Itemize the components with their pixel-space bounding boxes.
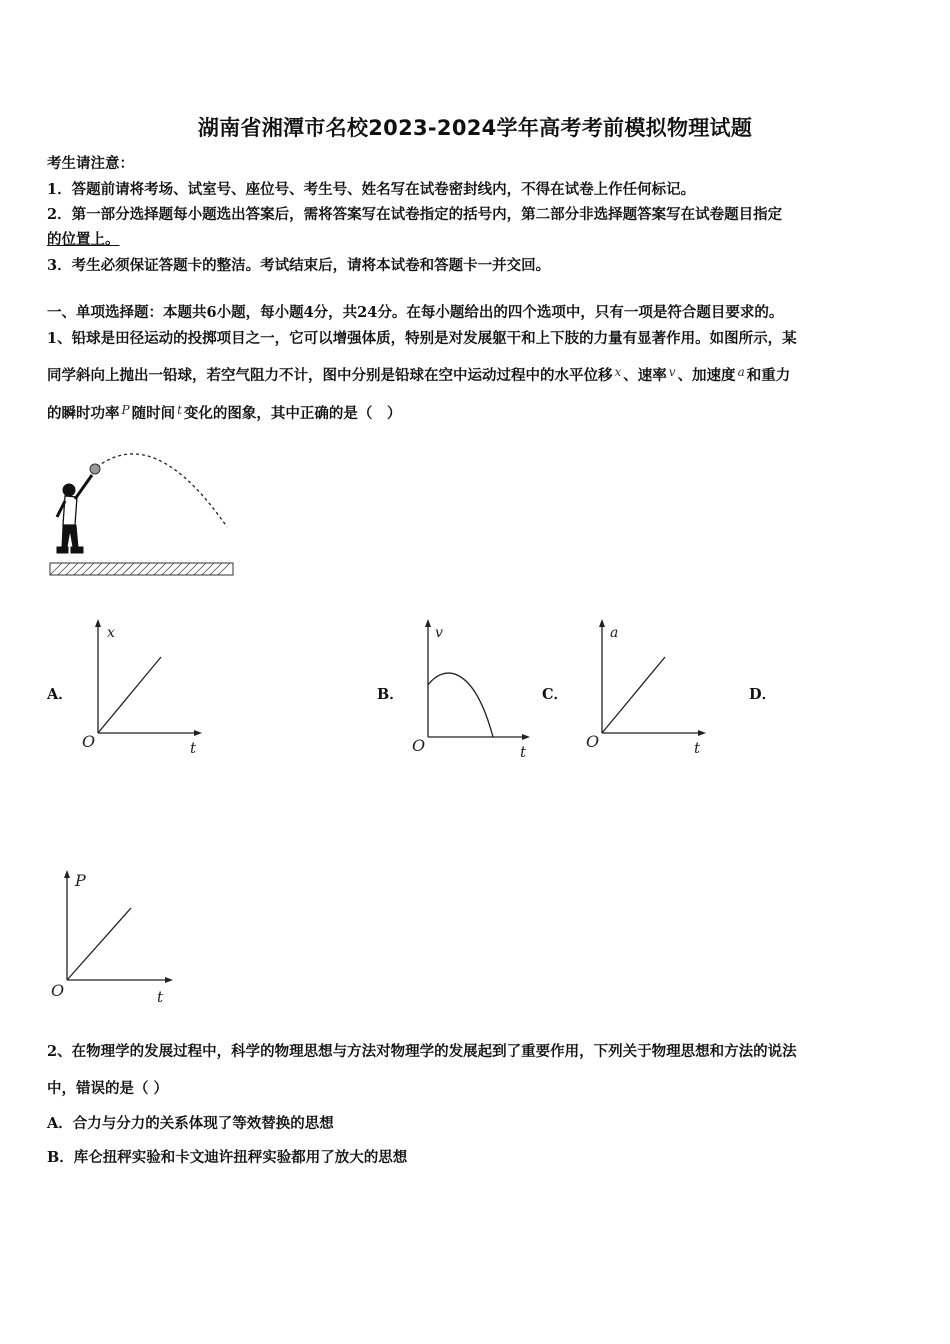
origin-label: O [82, 732, 96, 751]
graph-line [67, 908, 131, 980]
notice-item-1: 1．答题前请将考场、试室号、座位号、考生号、姓名写在试卷密封线内，不得在试卷上作任何标记。 [47, 181, 696, 198]
notice-item-2: 2．第一部分选择题每小题选出答案后，需将答案写在试卷指定的括号内，第二部分非选择题答案写在试卷题目指定 [47, 206, 783, 223]
option-d-label[interactable]: D． [749, 686, 777, 703]
origin-label: O [586, 732, 600, 751]
y-arrow [599, 619, 605, 627]
var-v: v [668, 365, 676, 379]
q1-text: 变化的图象，其中正确的是（ ） [183, 405, 402, 422]
x-arrow [165, 977, 173, 983]
y-arrow [95, 619, 101, 627]
var-a: a [737, 365, 745, 379]
notice-item-3: 3．考生必须保证答题卡的整洁。考试结束后，请将本试卷和答题卡一并交回。 [47, 257, 551, 274]
graph-line [602, 657, 665, 733]
y-label: x [107, 625, 115, 641]
y-arrow [425, 619, 431, 627]
ground-hatch [50, 563, 233, 575]
athlete [57, 475, 92, 553]
var-P: P [121, 403, 130, 417]
notice-heading: 考生请注意： [47, 155, 134, 172]
graph-c[interactable] [582, 615, 712, 760]
q1-text: 同学斜向上抛出一铅球，若空气阻力不计，图中分别是铅球在空中运动过程中的水平位移 [47, 367, 613, 384]
shot-put-figure [45, 435, 240, 580]
section-heading: 一、单项选择题：本题共6小题，每小题4分，共24分。在每小题给出的四个选项中，只有一项是符合题目要求的。 [47, 304, 784, 321]
q1-text: 和重力 [746, 367, 791, 384]
q2-line-1: 2、在物理学的发展过程中，科学的物理思想与方法对物理学的发展起到了重要作用，下列关于物理思想和方法的说法 [47, 1043, 797, 1060]
q1-line-1: 1、铅球是田径运动的投掷项目之一，它可以增强体质，特别是对发展躯干和上下肢的力量有显著作用。如图所示，某 [47, 330, 797, 347]
x-label: t [190, 739, 197, 757]
notice-item-2-cont: 的位置上。 [47, 231, 120, 248]
y-arrow [64, 870, 70, 878]
y-label: P [75, 871, 86, 890]
graph-curve [428, 673, 493, 737]
x-arrow [522, 734, 530, 740]
option-c-label[interactable]: C． [542, 686, 569, 703]
var-t: t [177, 403, 182, 417]
x-label: t [157, 988, 164, 1006]
graph-line [98, 657, 161, 733]
shot-ball [90, 464, 100, 474]
y-label: a [610, 625, 619, 641]
q1-line-3 [47, 402, 401, 423]
q2-option-b[interactable]: B．库仑扭秤实验和卡文迪许扭秤实验都用了放大的思想 [47, 1149, 408, 1166]
x-arrow [194, 730, 202, 736]
origin-label: O [51, 981, 65, 1000]
q1-text: 随时间 [131, 405, 176, 422]
q1-text: 、加速度 [677, 367, 736, 384]
q1-line-2 [47, 364, 790, 385]
page-title: 湖南省湘潭市名校2023-2024学年高考考前模拟物理试题 [197, 116, 753, 140]
q2-line-2: 中，错误的是（ ） [47, 1080, 169, 1097]
x-label: t [694, 739, 701, 757]
trajectory-curve [97, 454, 227, 527]
x-label: t [520, 743, 527, 760]
graph-a[interactable] [78, 615, 208, 760]
origin-label: O [412, 736, 426, 755]
q1-text: 、速率 [623, 367, 667, 384]
x-arrow [698, 730, 706, 736]
option-a-label[interactable]: A． [47, 686, 73, 703]
q1-text: 的瞬时功率 [47, 405, 120, 422]
q2-option-a[interactable]: A．合力与分力的关系体现了等效替换的思想 [47, 1115, 334, 1132]
var-x: x [614, 365, 622, 379]
graph-d[interactable] [45, 862, 185, 1012]
option-b-label[interactable]: B． [377, 686, 404, 703]
graph-b[interactable] [408, 615, 538, 760]
y-label: v [435, 625, 443, 641]
